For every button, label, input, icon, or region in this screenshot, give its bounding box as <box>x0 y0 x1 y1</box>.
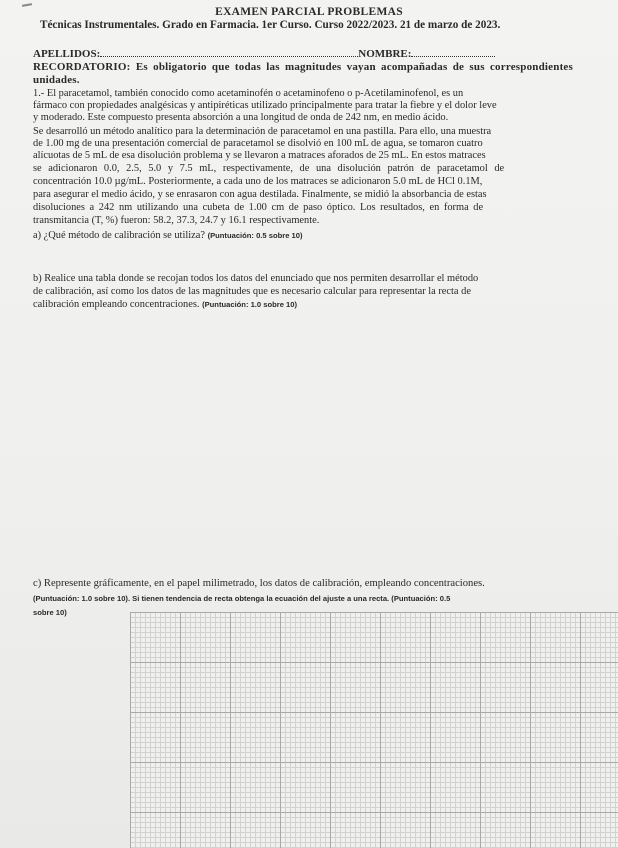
question-a-text: a) ¿Qué método de calibración se utiliza? <box>33 230 205 241</box>
problem-line: Se desarrolló un método analítico para la determinación de paracetamol en una pastilla. Para ello, una muestra <box>33 126 492 137</box>
question-b-last <box>33 298 297 311</box>
problem-line: concentración 10.0 µg/mL. Posteriormente, a cada uno de los matraces se adicionaron 5.0 mL de HCl 0.1M, <box>33 176 483 187</box>
problem-line: fármaco con propiedades analgésicas y antipiréticas utilizado principalmente para tratar la fiebre y el dolor leve <box>33 100 497 111</box>
problem-line: alícuotas de 5 mL de esa disolución problema y se llevaron a matraces aforados de 25 mL. En estos matraces <box>33 150 486 161</box>
question-c-score-a: (Puntuación: 1.0 sobre 10). Si tienen tendencia de recta obtenga la ecuación del ajuste a una recta. <box>33 594 390 603</box>
reminder <box>33 61 573 86</box>
problem-line: de 1.00 mg de una presentación comercial de paracetamol se disolvió en 100 mL de agua, se tomaron cuatro <box>33 138 483 149</box>
apellidos-blank[interactable] <box>100 48 358 57</box>
name-fields <box>33 48 593 61</box>
exam-title: EXAMEN PARCIAL PROBLEMAS <box>215 6 403 18</box>
graph-paper[interactable] <box>130 612 618 848</box>
question-b-line: de calibración, así como los datos de las magnitudes que es necesario calcular para representar la recta de <box>33 286 471 297</box>
question-c-line: c) Represente gráficamente, en el papel milimetrado, los datos de calibración, empleando concentraciones. <box>33 578 485 589</box>
question-c-line <box>33 592 450 605</box>
exam-subtitle: Técnicas Instrumentales. Grado en Farmacia. 1er Curso. Curso 2022/2023. 21 de marzo de 2023. <box>40 19 501 31</box>
question-a-score: (Puntuación: 0.5 sobre 10) <box>207 231 303 240</box>
nombre-label: NOMBRE: <box>358 48 412 60</box>
problem-line: se adicionaron 0.0, 2.5, 5.0 y 7.5 mL, respectivamente, de una disolución patrón de paracetamol de <box>33 163 505 174</box>
problem-line: transmitancia (T, %) fueron: 58.2, 37.3, 24.7 y 16.1 respectivamente. <box>33 215 320 226</box>
problem-line: 1.- El paracetamol, también conocido como acetaminofén o acetaminofeno o p-Acetilaminofenol, es un <box>33 88 464 99</box>
reminder-label: RECORDATORIO: <box>33 61 131 73</box>
apellidos-label: APELLIDOS: <box>33 48 101 60</box>
problem-line: y moderado. Este compuesto presenta absorción a una longitud de onda de 242 nm, en medio ácido. <box>33 112 449 123</box>
question-b-score: (Puntuación: 1.0 sobre 10) <box>202 300 298 309</box>
reminder-text: Es obligatorio que todas las magnitudes vayan acompañadas de sus correspondientes unidades. <box>33 61 573 86</box>
question-b-line: calibración empleando concentraciones. <box>33 299 200 310</box>
problem-line: disoluciones a 242 nm utilizando una cubeta de 1.00 cm de paso óptico. Los resultados, en forma de <box>33 202 484 213</box>
question-c-line: sobre 10) <box>33 608 67 617</box>
problem-line: para asegurar el medio ácido, y se enrasaron con agua destilada. Finalmente, se midió la absorbancia de estas <box>33 189 487 200</box>
nombre-blank[interactable] <box>411 48 495 57</box>
question-c-score-b: (Puntuación: 0.5 <box>391 594 451 603</box>
question-a <box>33 229 303 242</box>
question-b-line: b) Realice una tabla donde se recojan todos los datos del enunciado que nos permiten desarrollar el método <box>33 273 479 284</box>
